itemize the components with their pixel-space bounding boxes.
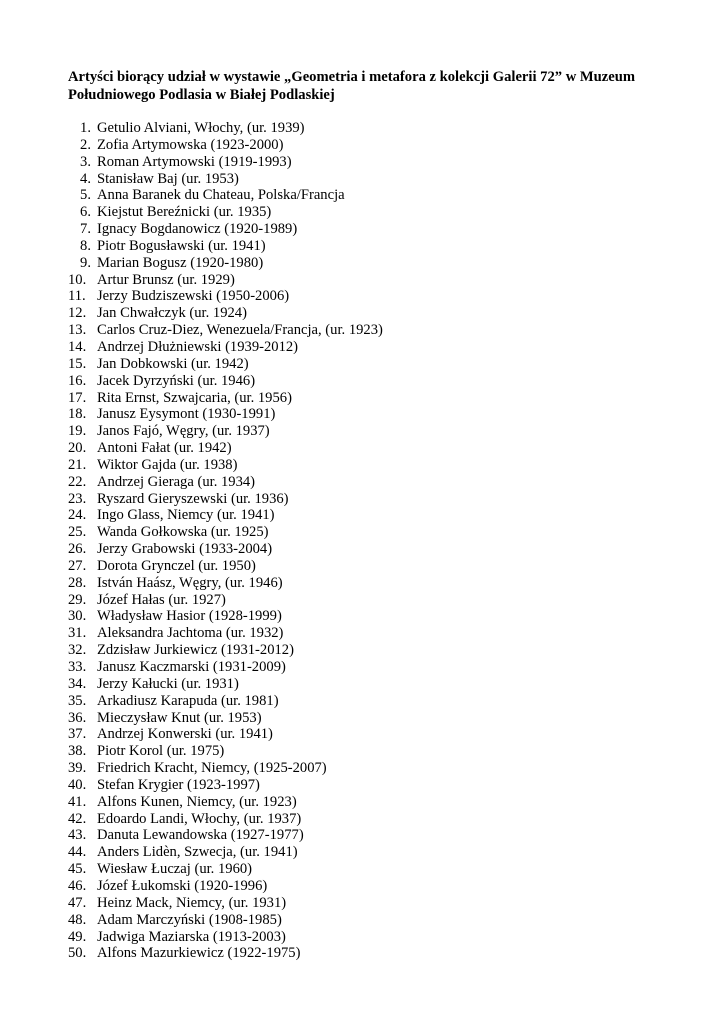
list-item (68, 339, 383, 356)
list-item-number: 43. (68, 827, 87, 844)
list-item-number: 22. (68, 473, 87, 490)
list-item-text: Piotr Bogusławski (ur. 1941) (97, 237, 266, 254)
list-item-number: 10. (68, 271, 87, 288)
list-item-text: Anna Baranek du Chateau, Polska/Francja (97, 187, 345, 204)
list-item-number: 21. (68, 456, 87, 473)
list-item-text: Arkadiusz Karapuda (ur. 1981) (97, 692, 279, 709)
list-item-number: 20. (68, 440, 87, 457)
list-item-number: 31. (68, 625, 87, 642)
list-item (68, 945, 383, 962)
list-item (68, 912, 383, 929)
list-item-text: Janusz Kaczmarski (1931-2009) (97, 659, 286, 675)
list-item (68, 811, 383, 828)
list-item (68, 440, 383, 457)
list-item (68, 406, 383, 423)
list-item-text: Wanda Gołkowska (ur. 1925) (97, 524, 269, 541)
list-item-text: Rita Ernst, Szwajcaria, (ur. 1956) (97, 389, 292, 406)
list-item (68, 777, 383, 794)
list-item-number: 15. (68, 355, 87, 372)
list-item-text: Friedrich Kracht, Niemcy, (1925-2007) (97, 760, 327, 777)
list-item-number: 8. (80, 237, 91, 254)
list-item-text: Wiktor Gajda (ur. 1938) (97, 456, 238, 473)
list-item (68, 608, 383, 625)
list-item-text: Jacek Dyrzyński (ur. 1946) (97, 372, 256, 389)
list-item-text: Alfons Mazurkiewicz (1922-1975) (97, 945, 301, 962)
list-item-number: 18. (68, 406, 87, 423)
list-item-number: 19. (68, 423, 87, 440)
list-item (68, 187, 383, 204)
list-item-number: 9. (80, 254, 91, 271)
list-item (68, 288, 383, 305)
list-item-text: Janusz Eysymont (1930-1991) (97, 406, 276, 423)
list-item (68, 423, 383, 440)
list-item-text: Andrzej Dłużniewski (1939-2012) (97, 338, 299, 355)
list-item-text: Andrzej Konwerski (ur. 1941) (97, 726, 273, 743)
list-item-text: Józef Łukomski (1920-1996) (97, 877, 268, 894)
list-item (68, 575, 383, 592)
list-item (68, 474, 383, 491)
list-item-number: 45. (68, 861, 87, 878)
list-item (68, 507, 383, 524)
list-item-text: István Haász, Węgry, (ur. 1946) (97, 574, 283, 591)
list-item (68, 137, 383, 154)
list-item-number: 13. (68, 322, 87, 339)
list-item (68, 171, 383, 188)
list-item (68, 625, 383, 642)
list-item-number: 39. (68, 760, 87, 777)
list-item (68, 390, 383, 407)
list-item (68, 878, 383, 895)
list-item-number: 32. (68, 642, 87, 659)
list-item (68, 743, 383, 760)
list-item-text: Józef Hałas (ur. 1927) (97, 591, 226, 608)
list-item (68, 844, 383, 861)
list-item-text: Jerzy Kałucki (ur. 1931) (97, 675, 239, 692)
list-item-text: Heinz Mack, Niemcy, (ur. 1931) (97, 894, 287, 911)
list-item-text: Zdzisław Jurkiewicz (1931-2012) (97, 642, 294, 659)
list-item-text: Ignacy Bogdanowicz (1920-1989) (97, 221, 298, 238)
list-item (68, 120, 383, 137)
list-item-number: 2. (80, 136, 91, 153)
list-item (68, 642, 383, 659)
list-item-number: 41. (68, 793, 87, 810)
list-item-text: Kiejstut Bereźnicki (ur. 1935) (97, 204, 272, 221)
list-item (68, 861, 383, 878)
list-item-text: Władysław Hasior (1928-1999) (97, 608, 282, 625)
list-item-number: 7. (80, 221, 91, 238)
list-item-text: Janos Fajó, Węgry, (ur. 1937) (97, 423, 270, 440)
list-item (68, 827, 383, 844)
list-item (68, 356, 383, 373)
list-item-number: 44. (68, 844, 87, 861)
list-item-number: 17. (68, 389, 87, 406)
list-item (68, 676, 383, 693)
list-item-text: Getulio Alviani, Włochy, (ur. 1939) (97, 120, 305, 136)
list-item-text: Danuta Lewandowska (1927-1977) (97, 827, 304, 844)
list-item-text: Jan Dobkowski (ur. 1942) (97, 355, 249, 372)
list-item (68, 154, 383, 171)
list-item (68, 255, 383, 272)
list-item-number: 48. (68, 911, 87, 928)
list-item-number: 40. (68, 776, 87, 793)
list-item (68, 760, 383, 777)
list-item-number: 16. (68, 372, 87, 389)
list-item (68, 238, 383, 255)
list-item-number: 50. (68, 945, 87, 962)
list-item-text: Piotr Korol (ur. 1975) (97, 743, 225, 760)
list-item (68, 592, 383, 609)
list-item-number: 46. (68, 877, 87, 894)
list-item-text: Ingo Glass, Niemcy (ur. 1941) (97, 507, 275, 524)
list-item-number: 34. (68, 675, 87, 692)
list-item (68, 794, 383, 811)
list-item-text: Roman Artymowski (1919-1993) (97, 153, 292, 170)
list-item (68, 541, 383, 558)
list-item-text: Jan Chwałczyk (ur. 1924) (97, 305, 247, 322)
list-item-text: Stanisław Baj (ur. 1953) (97, 170, 239, 187)
list-item-text: Mieczysław Knut (ur. 1953) (97, 709, 262, 726)
list-item (68, 272, 383, 289)
list-item-number: 11. (68, 288, 86, 305)
list-item-number: 38. (68, 743, 87, 760)
list-item-text: Jadwiga Maziarska (1913-2003) (97, 928, 286, 945)
list-item-text: Anders Lidèn, Szwecja, (ur. 1941) (97, 844, 298, 861)
list-item-text: Dorota Grynczel (ur. 1950) (97, 557, 256, 574)
list-item-number: 4. (80, 170, 91, 187)
list-item (68, 558, 383, 575)
list-item-number: 33. (68, 659, 87, 675)
list-item-text: Artur Brunsz (ur. 1929) (97, 271, 235, 288)
list-item-number: 36. (68, 709, 87, 726)
list-item (68, 491, 383, 508)
list-item (68, 204, 383, 221)
list-item-number: 12. (68, 305, 87, 322)
list-item-text: Edoardo Landi, Włochy, (ur. 1937) (97, 810, 302, 827)
list-item (68, 710, 383, 727)
artist-list (68, 120, 383, 962)
list-item-number: 26. (68, 541, 87, 558)
list-item-number: 24. (68, 507, 87, 524)
list-item-number: 27. (68, 557, 87, 574)
list-item-text: Ryszard Gieryszewski (ur. 1936) (97, 490, 289, 507)
list-item (68, 373, 383, 390)
list-item-text: Jerzy Budziszewski (1950-2006) (97, 288, 290, 305)
list-item (68, 524, 383, 541)
list-item-number: 14. (68, 338, 87, 355)
list-item-number: 1. (80, 120, 91, 136)
list-item-text: Jerzy Grabowski (1933-2004) (97, 541, 273, 558)
list-item-number: 6. (80, 204, 91, 221)
list-item (68, 457, 383, 474)
list-item (68, 305, 383, 322)
list-item-text: Wiesław Łuczaj (ur. 1960) (97, 861, 253, 878)
list-item-text: Carlos Cruz-Diez, Wenezuela/Francja, (ur. 1923) (97, 322, 383, 339)
list-item-text: Antoni Fałat (ur. 1942) (97, 440, 232, 457)
list-item-number: 37. (68, 726, 87, 743)
list-item (68, 659, 383, 676)
list-item (68, 895, 383, 912)
list-item-number: 49. (68, 928, 87, 945)
list-item-text: Aleksandra Jachtoma (ur. 1932) (97, 625, 284, 642)
list-item-number: 5. (80, 187, 91, 204)
list-item-number: 25. (68, 524, 87, 541)
list-item-text: Andrzej Gieraga (ur. 1934) (97, 473, 256, 490)
list-item-number: 30. (68, 608, 87, 625)
list-item-number: 29. (68, 591, 87, 608)
list-item-number: 28. (68, 574, 87, 591)
list-item-number: 23. (68, 490, 87, 507)
list-item (68, 693, 383, 710)
document-title: Artyści biorący udział w wystawie „Geometria i metafora z kolekcji Galerii 72” w Muzeum Południowego Podlasia w Białej Podlaskiej (68, 69, 635, 103)
list-item-text: Alfons Kunen, Niemcy, (ur. 1923) (97, 793, 297, 810)
list-item (68, 929, 383, 946)
list-item-text: Stefan Krygier (1923-1997) (97, 776, 260, 793)
list-item-number: 47. (68, 894, 87, 911)
list-item-text: Marian Bogusz (1920-1980) (97, 254, 264, 271)
list-item-text: Zofia Artymowska (1923-2000) (97, 136, 284, 153)
list-item-number: 42. (68, 810, 87, 827)
list-item-text: Adam Marczyński (1908-1985) (97, 911, 282, 928)
list-item-number: 3. (80, 153, 91, 170)
list-item (68, 322, 383, 339)
list-item (68, 221, 383, 238)
list-item-number: 35. (68, 692, 87, 709)
list-item (68, 726, 383, 743)
